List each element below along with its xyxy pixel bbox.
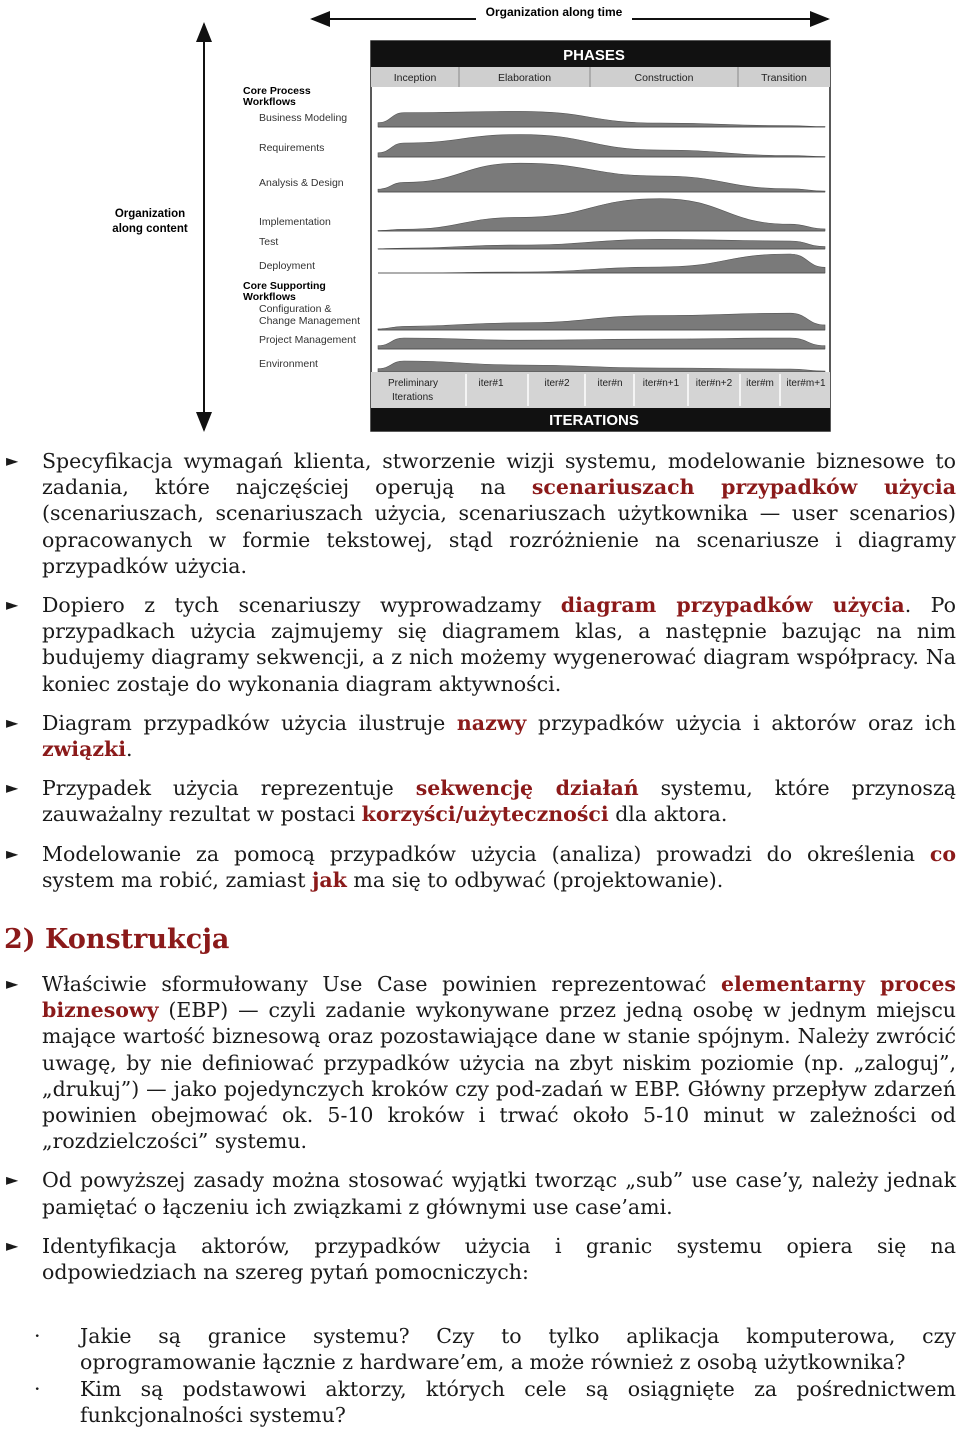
dot-marker: · — [34, 1376, 41, 1401]
iteration-label: iter#1 — [478, 378, 504, 389]
bullet-marker: ► — [6, 1235, 19, 1255]
b5-highlight-1: co — [929, 841, 956, 866]
core-process-title-1: Core Process — [243, 85, 311, 97]
b3-text-a: Diagram przypadków użycia ilustruje — [42, 710, 457, 735]
workflow-label: Test — [259, 236, 279, 248]
iteration-label: iter#n+2 — [695, 378, 733, 389]
iteration-label: Preliminary — [388, 378, 439, 389]
bullet-8-text: Identyfikacja aktorów, przypadków użycia i granic systemu opiera się na odpowiedziach na szereg pytań pomocniczych: — [42, 1233, 956, 1285]
b4-text-c: dla aktora. — [608, 802, 728, 827]
bullet-7-text: Od powyższej zasady można stosować wyjątki tworząc „sub” use case’y, należy jednak pamiętać o łączeniu ich związkami z głównymi use case’ami. — [42, 1168, 956, 1219]
workflow-label: Analysis & Design — [259, 177, 344, 189]
question-item-2 — [34, 1376, 956, 1428]
b2-text-b: . Po przypadkach użycia zajmujemy się diagramem klas, a następnie bazując na nim budujemy diagramy sekwencji, a z nich możemy wygenerować diagram współpracy. Na koniec zostaje do wykonania diagram aktywności. — [42, 593, 956, 696]
b1-text-a: Specyfikacja wymagań klienta, stworzenie wizji systemu, modelowanie biznesowe to zadania, które najczęściej operują na — [42, 449, 956, 500]
bullet-5-text — [42, 841, 956, 893]
b3-text-b: przypadków użycia i aktorów oraz ich — [526, 710, 957, 735]
phase-label: Transition — [761, 72, 807, 84]
workflow-hump — [378, 338, 825, 349]
b4-text-b: systemu, które przynoszą zauważalny rezultat w postaci — [42, 776, 956, 827]
core-supporting-title-2: Workflows — [243, 291, 296, 303]
question-list — [34, 1323, 956, 1428]
workflow-label: Configuration & — [259, 303, 332, 315]
section-heading: 2) Konstrukcja — [4, 924, 230, 956]
iteration-label: iter#2 — [544, 378, 570, 389]
bullet-marker: ► — [6, 1170, 19, 1190]
b6-text-a: Właściwie sformułowany Use Case powinien reprezentować — [42, 972, 721, 997]
workflow-label: Deployment — [259, 260, 316, 272]
phase-label: Construction — [634, 72, 694, 84]
iteration-label: iter#n — [597, 378, 623, 389]
top-label: Organization along time — [485, 5, 623, 19]
left-label-2: along content — [112, 223, 188, 235]
rup-figure — [0, 0, 960, 440]
question-1-text: Jakie są granice systemu? Czy to tylko aplikacja komputerowa, czy oprogramowanie łącznie z hardware’em, a może również z osobą użytkownika? — [80, 1324, 956, 1375]
b4-highlight-1: sekwencję działań — [415, 776, 639, 801]
b1-text-b: (scenariuszach, scenariuszach użycia, scenariuszach użytkownika — user scenarios) opracowanych w formie tekstowej, stąd rozróżnienie na scenariusze i diagramy przypadków użycia. — [42, 501, 956, 578]
workflow-label: Business Modeling — [259, 112, 348, 124]
iterations-title: ITERATIONS — [549, 412, 639, 429]
b4-highlight-2: korzyści/użyteczności — [361, 802, 609, 827]
phase-label: Elaboration — [497, 72, 552, 84]
b6-text-b: (EBP) — czyli zadanie wykonywane przez jedną osobę w jednym miejscu mające wartość biznesową oraz pozostawiające dane w stanie spójnym. Należy zwrócić uwagę, by nie definiować przypadków użycia na zbyt niskim poziomie (np. „zaloguj”, „drukuj”) — jako pojedynczych kroków czy pod-zadań w EBP. Główny przepływ zdarzeń powinien obejmować ok. 5-10 kroków i trwać około 5-10 minut w zależności od „rozdzielczości” systemu. — [42, 998, 956, 1154]
b4-text-a: Przypadek użycia reprezentuje — [42, 776, 416, 801]
bullet-1 — [6, 448, 956, 579]
bullet-4-text — [42, 775, 956, 827]
phase-label: Inception — [393, 72, 437, 84]
workflow-label: Change Management — [259, 315, 360, 327]
dot-marker: · — [34, 1324, 41, 1349]
core-process-title-2: Workflows — [243, 96, 296, 108]
workflow-label: Project Management — [259, 334, 356, 346]
iteration-label: Iterations — [392, 392, 434, 403]
bullet-2 — [6, 592, 956, 697]
b2-highlight: diagram przypadków użycia — [560, 593, 905, 618]
bullet-3-text — [42, 710, 956, 762]
workflow-label: Implementation — [259, 216, 331, 228]
b5-text-b: system ma robić, zamiast — [42, 867, 312, 892]
b3-highlight-2: związki — [42, 737, 126, 762]
b5-highlight-2: jak — [311, 867, 347, 892]
workflow-label: Requirements — [259, 142, 325, 154]
rup-hump-chart — [0, 0, 960, 440]
iteration-label: iter#n+1 — [642, 378, 680, 389]
bullet-marker: ► — [6, 595, 19, 615]
bullet-1-text — [42, 448, 956, 579]
b2-text-a: Dopiero z tych scenariuszy wyprowadzamy — [42, 593, 561, 618]
b5-text-c: ma się to odbywać (projektowanie). — [346, 867, 724, 892]
bullet-marker: ► — [6, 712, 19, 732]
core-supporting-title-1: Core Supporting — [243, 280, 326, 292]
phases-title: PHASES — [563, 47, 625, 64]
bullet-5 — [6, 841, 956, 893]
bullet-marker: ► — [6, 451, 19, 470]
b6-highlight: elementarny proces biznesowy — [42, 972, 956, 1023]
workflow-labels — [259, 112, 360, 370]
bullet-marker: ► — [6, 843, 19, 863]
bullet-marker: ► — [6, 974, 19, 994]
question-item-1 — [34, 1323, 956, 1375]
document-body — [6, 448, 956, 1428]
bullet-marker: ► — [6, 778, 19, 798]
bullet-6-text — [42, 971, 956, 1154]
b5-text-a: Modelowanie za pomocą przypadków użycia (analiza) prowadzi do określenia — [42, 841, 930, 866]
b1-highlight: scenariuszach przypadków użycia — [531, 475, 956, 500]
bullet-2-text — [42, 592, 956, 697]
bullet-3 — [6, 710, 956, 762]
iteration-label: iter#m — [746, 378, 774, 389]
b3-text-c: . — [126, 737, 133, 762]
left-label-1: Organization — [114, 208, 186, 220]
bullet-4 — [6, 775, 956, 827]
bullet-8 — [6, 1233, 956, 1285]
bullet-6 — [6, 971, 956, 1154]
b3-highlight-1: nazwy — [456, 710, 527, 735]
workflow-label: Environment — [259, 358, 318, 370]
bullet-7 — [6, 1167, 956, 1219]
question-2-text: Kim są podstawowi aktorzy, których cele są osiągnięte za pośrednictwem funkcjonalności systemu? — [80, 1376, 956, 1427]
iteration-label: iter#m+1 — [786, 378, 826, 389]
